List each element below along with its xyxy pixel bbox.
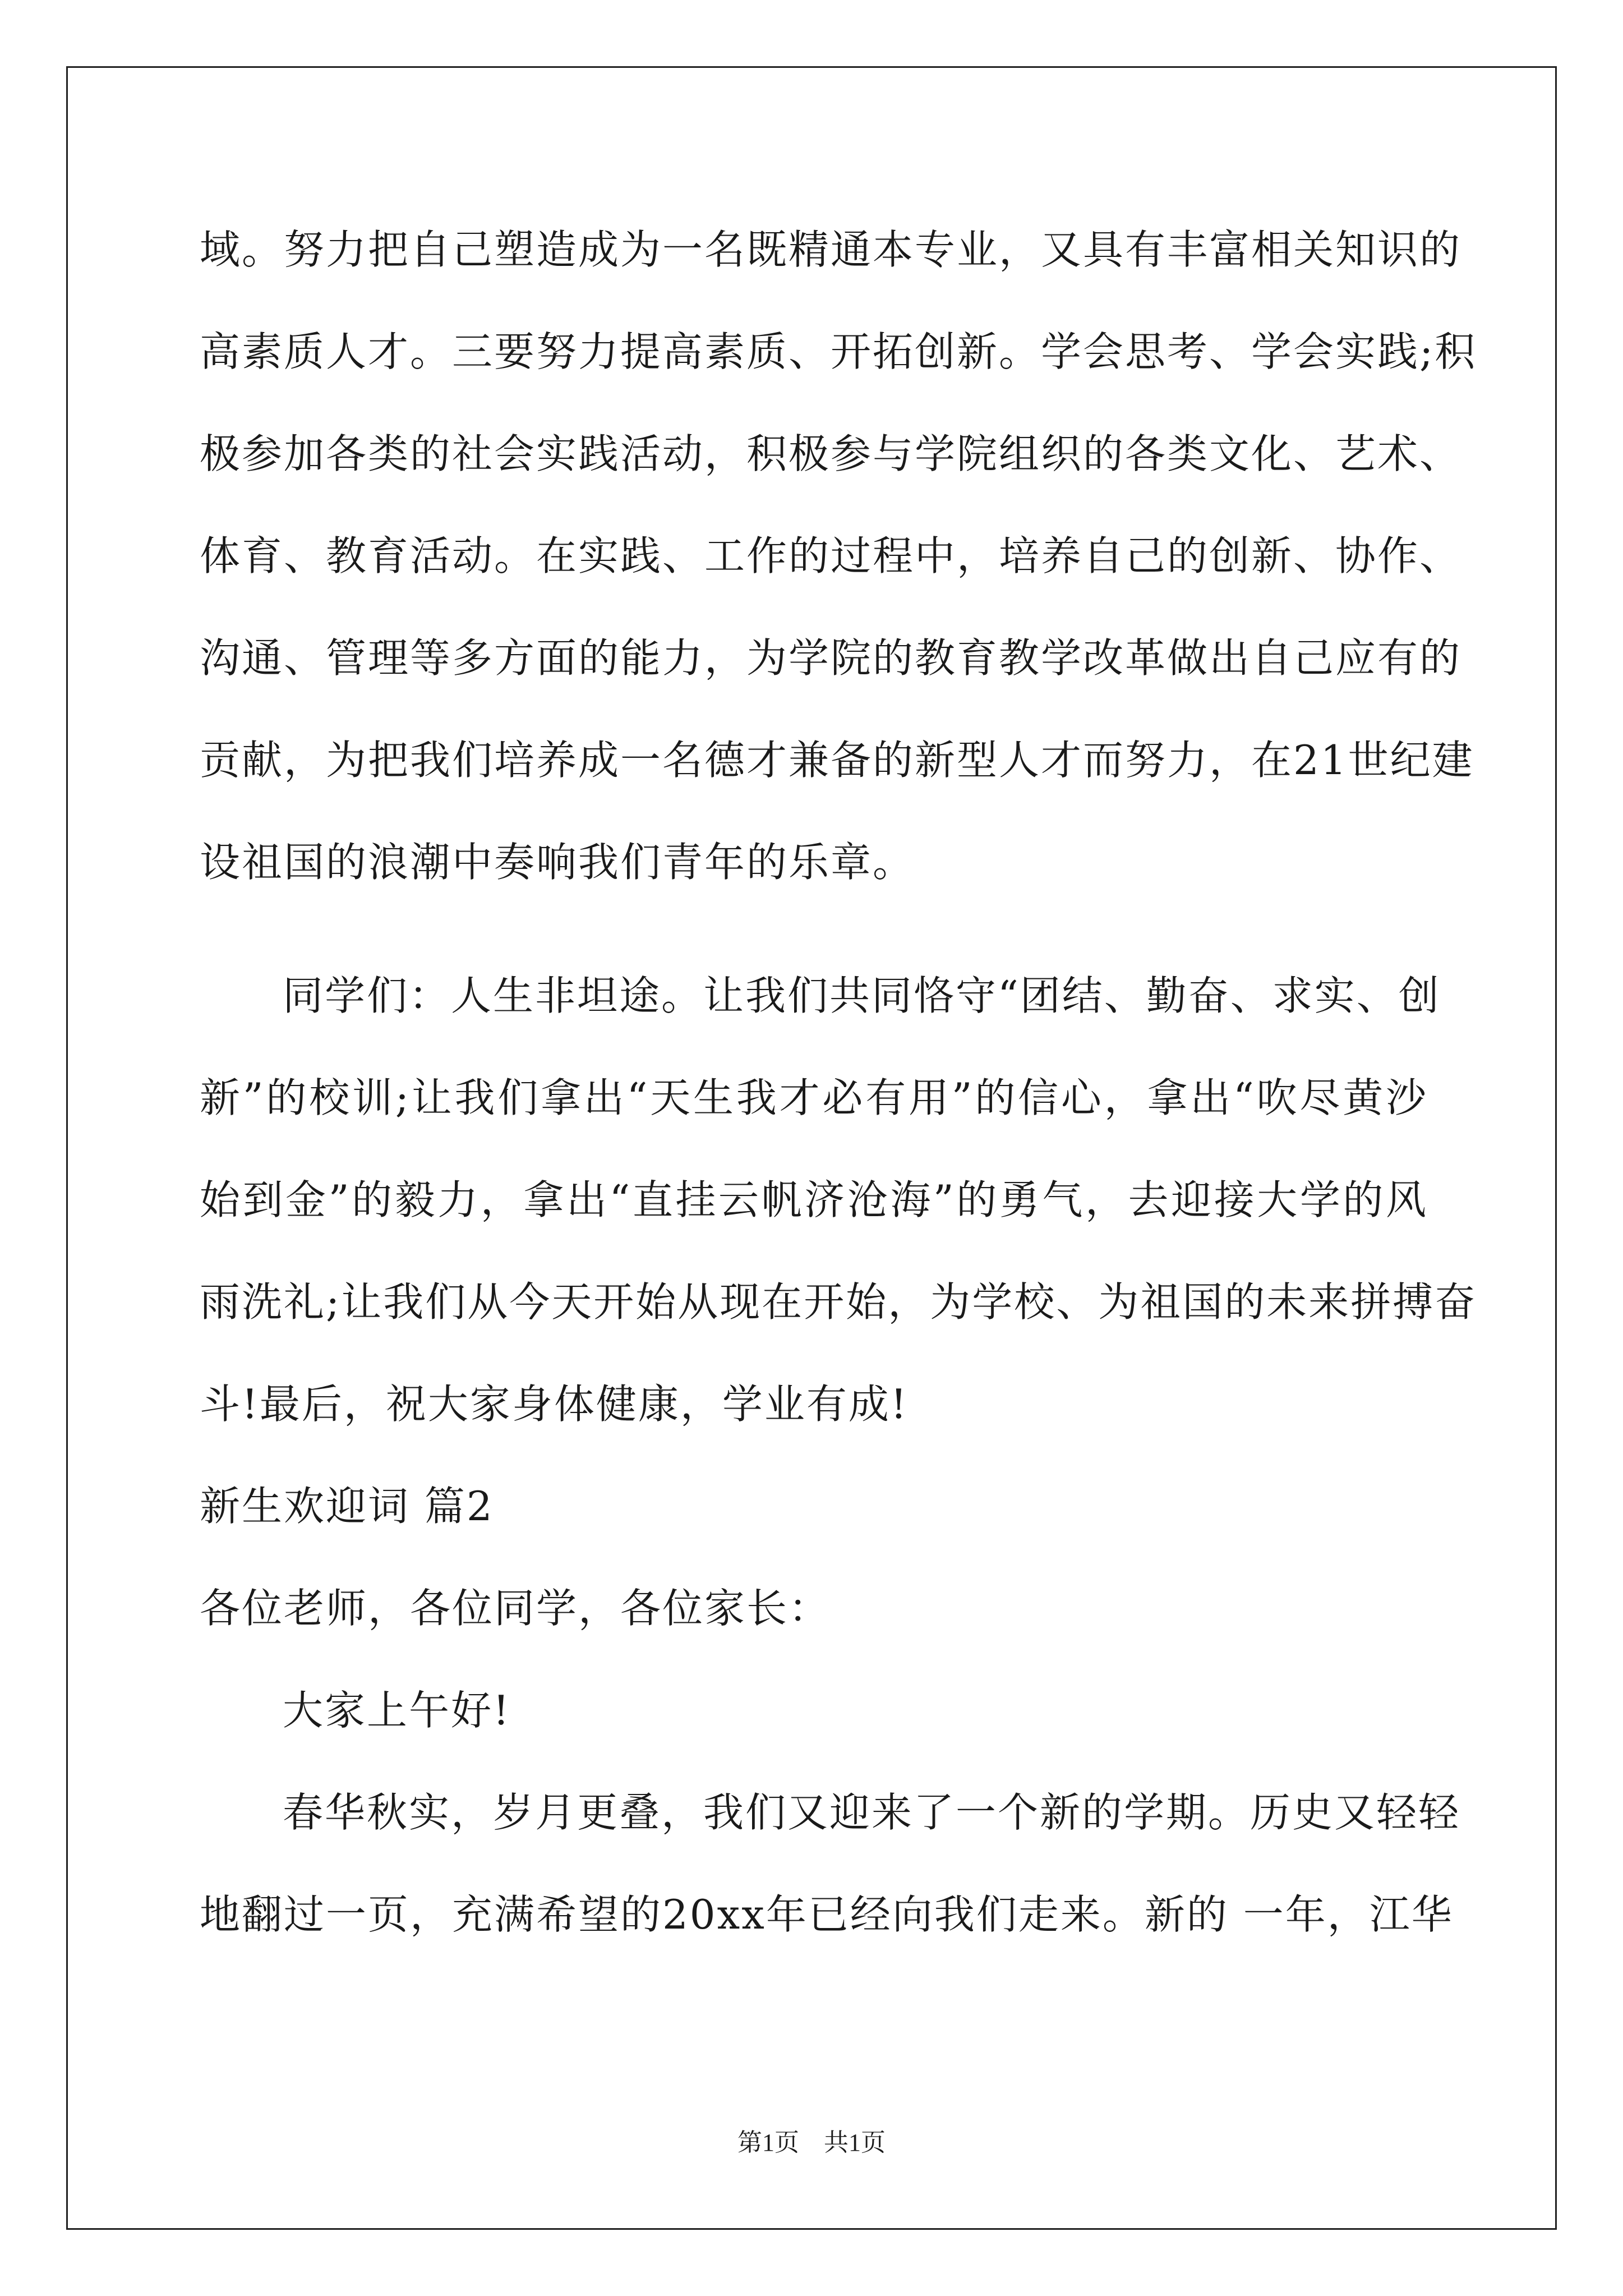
body-line: 域。努力把自己塑造成为一名既精通本专业，又具有丰富相关知识的 bbox=[200, 226, 1462, 273]
body-line: 设祖国的浪潮中奏响我们青年的乐章。 bbox=[200, 839, 915, 886]
greeting: 大家上午好! bbox=[283, 1687, 511, 1734]
body-line: 春华秋实，岁月更叠，我们又迎来了一个新的学期。历史又轻轻 bbox=[283, 1789, 1461, 1836]
page-total: 共1页 bbox=[824, 2129, 886, 2156]
page-number: 第1页 bbox=[737, 2129, 799, 2156]
section-title: 新生欢迎词 篇2 bbox=[200, 1483, 494, 1530]
body-line: 地翻过一页，充满希望的20xx年已经向我们走来。新的 一年，江华 bbox=[200, 1891, 1454, 1938]
body-line: 同学们：人生非坦途。让我们共同恪守“团结、勤奋、求实、创 bbox=[283, 972, 1441, 1019]
body-line: 贡献，为把我们培养成一名德才兼备的新型人才而努力，在21世纪建 bbox=[200, 737, 1474, 784]
body-line: 始到金”的毅力，拿出“直挂云帆济沧海”的勇气，去迎接大学的风 bbox=[200, 1176, 1428, 1223]
body-line: 斗!最后，祝大家身体健康，学业有成! bbox=[200, 1381, 909, 1428]
body-line: 极参加各类的社会实践活动，积极参与学院组织的各类文化、艺术、 bbox=[200, 430, 1462, 477]
body-line: 沟通、管理等多方面的能力，为学院的教育教学改革做出自己应有的 bbox=[200, 634, 1462, 682]
body-line: 新”的校训;让我们拿出“天生我才必有用”的信心，拿出“吹尽黄沙 bbox=[200, 1074, 1428, 1121]
body-line: 高素质人才。三要努力提高素质、开拓创新。学会思考、学会实践;积 bbox=[200, 328, 1477, 375]
salutation: 各位老师，各位同学，各位家长： bbox=[200, 1585, 831, 1632]
body-line: 体育、教育活动。在实践、工作的过程中，培养自己的创新、协作、 bbox=[200, 532, 1462, 579]
page-footer bbox=[0, 2127, 1623, 2159]
body-line: 雨洗礼;让我们从今天开始从现在开始，为学校、为祖国的未来拼搏奋 bbox=[200, 1278, 1477, 1326]
